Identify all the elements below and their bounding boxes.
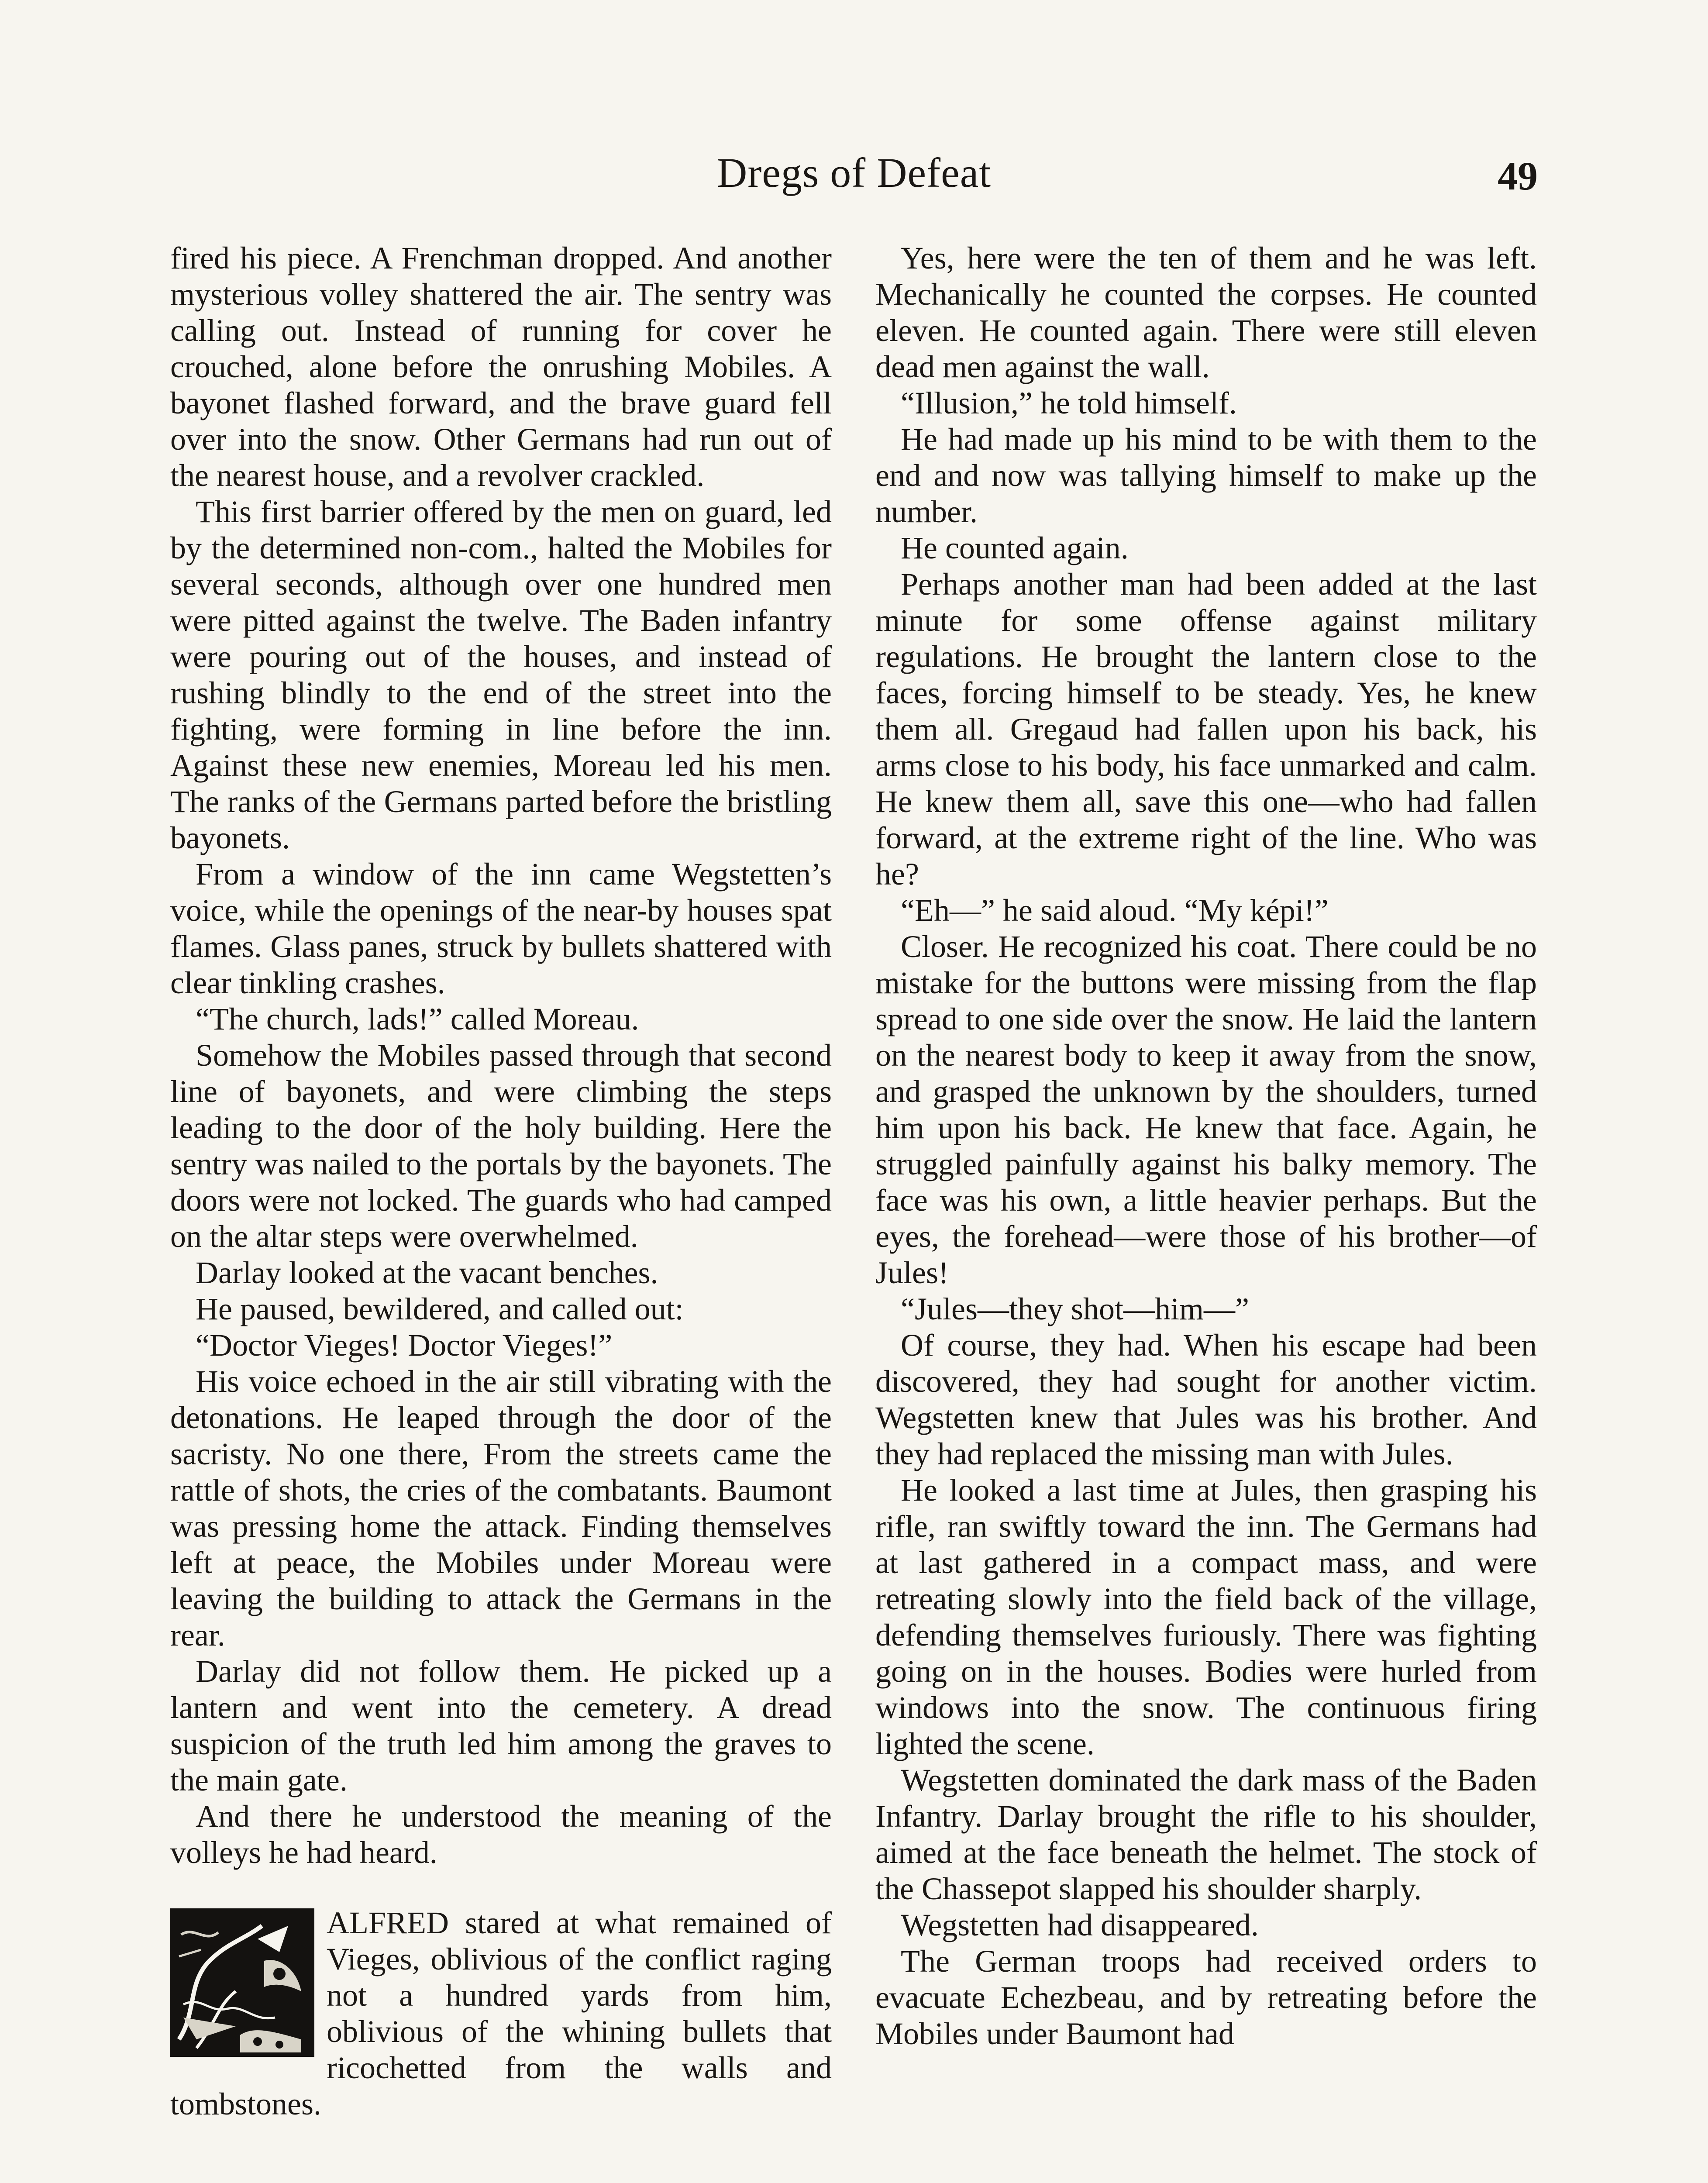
page-number: 49 [1498,154,1538,198]
paragraph: The German troops had received orders to evacuate Echezbeau, and by retreating before the Mobiles under Baumont had [875,1944,1537,2051]
paragraph: He had made up his mind to be with them to the end and now was tallying himself to make up the number. [875,422,1537,529]
paragraph: Wegstetten dominated the dark mass of the Baden Infantry. Darlay brought the rifle to his shoulder, aimed at the face beneath the helmet. The stock of the Chassepot slapped his shoulder sharply. [875,1763,1537,1906]
paragraph: His voice echoed in the air still vibrating with the detonations. He leaped through the door of the sacristy. No one there, From the streets came the rattle of shots, the cries of the combatants. Baumont was pressing home the attack. Finding themselves left at peace, the Mobiles under Moreau were leaving the building to attack the Germans in the rear. [170,1364,832,1653]
paragraph: “Eh—” he said aloud. “My képi!” [901,893,1329,928]
paragraph: From a window of the inn came Wegstetten’s voice, while the openings of the near-by houses spat flames. Glass panes, struck by bullets shattered with clear tinkling crashes. [170,857,832,1000]
paragraph: Somehow the Mobiles passed through that second line of bayonets, and were climbing the steps leading to the door of the holy building. Here the sentry was nailed to the portals by the bayonets. The doors were not locked. The guards who had camped on the altar steps were overwhelmed. [170,1038,832,1254]
paragraph: Yes, here were the ten of them and he was left. Mechanically he counted the corpses. He counted eleven. He counted again. There were still eleven dead men against the wall. [875,241,1537,384]
paragraph: “Illusion,” he told himself. [901,386,1237,420]
paragraph: Perhaps another man had been added at the last minute for some offense against military regulations. He brought the lantern close to the faces, forcing himself to be steady. Yes, he knew them all. Gregaud had fallen upon his back, his arms close to his body, his face unmarked and calm. He knew them all, save this one—who had fallen forward, at the extreme right of the line. Who was he? [875,567,1537,892]
drop-cap-paragraph-text: ALFRED stared at what remained of Vieges, oblivious of the conflict raging not a hundred yards from him, oblivious of the whining bullets that ricochetted from the walls and tombstones. [170,1905,832,2121]
paragraph: “Doctor Vieges! Doctor Vieges!” [196,1328,613,1363]
right-column [875,240,1537,2052]
paragraph: And there he understood the meaning of the volleys he had heard. [170,1799,832,1870]
paragraph: Darlay did not follow them. He picked up a lantern and went into the cemetery. A dread suspicion of the truth led him among the graves to the main gate. [170,1654,832,1797]
left-column [170,240,832,2122]
paragraph: fired his piece. A Frenchman dropped. And another mysterious volley shattered the air. The sentry was calling out. Instead of running for cover he crouched, alone before the onrushing Mobiles. A bayonet flashed forward, and the brave guard fell over into the snow. Other Germans had run out of the nearest house, and a revolver crackled. [170,241,832,493]
paragraph: Wegstetten had disappeared. [901,1908,1259,1942]
paragraph: He paused, bewildered, and called out: [196,1291,684,1326]
running-title: Dregs of Defeat [716,149,992,196]
paragraph: Closer. He recognized his coat. There could be no mistake for the buttons were missing from the flap spread to one side over the snow. He laid the lantern on the nearest body to keep it away from the snow, and grasped the unknown by the shoulders, turned him upon his back. He knew that face. Again, he struggled painfully against his balky memory. The face was his own, a little heavier perhaps. But the eyes, the forehead—were those of his brother—of Jules! [875,929,1537,1290]
paragraph: “Jules—they shot—him—” [901,1291,1249,1326]
woodcut-initial-icon [170,1908,314,2057]
paragraph: “The church, lads!” called Moreau. [196,1002,639,1036]
paragraph: He looked a last time at Jules, then grasping his rifle, ran swiftly toward the inn. The Germans had at last gathered in a compact mass, and were retreating slowly into the field back of the village, defending themselves furiously. There was fighting going on in the houses. Bodies were hurled from windows into the snow. The continuous firing lighted the scene. [875,1473,1537,1761]
paragraph: He counted again. [901,530,1129,565]
drop-cap-paragraph [170,1905,832,2122]
paragraph: This first barrier offered by the men on guard, led by the determined non-com., halted the Mobiles for several seconds, although over one hundred men were pitted against the twelve. The Baden infantry were pouring out of the houses, and instead of rushing blindly to the end of the street into the fighting, were forming in line before the inn. Against these new enemies, Moreau led his men. The ranks of the Germans parted before the bristling bayonets. [170,494,832,855]
paragraph: Darlay looked at the vacant benches. [196,1255,658,1290]
paragraph: Of course, they had. When his escape had been discovered, they had sought for another victim. Wegstetten knew that Jules was his brother. And they had replaced the missing man with Jules. [875,1328,1537,1471]
page-header [170,148,1538,214]
